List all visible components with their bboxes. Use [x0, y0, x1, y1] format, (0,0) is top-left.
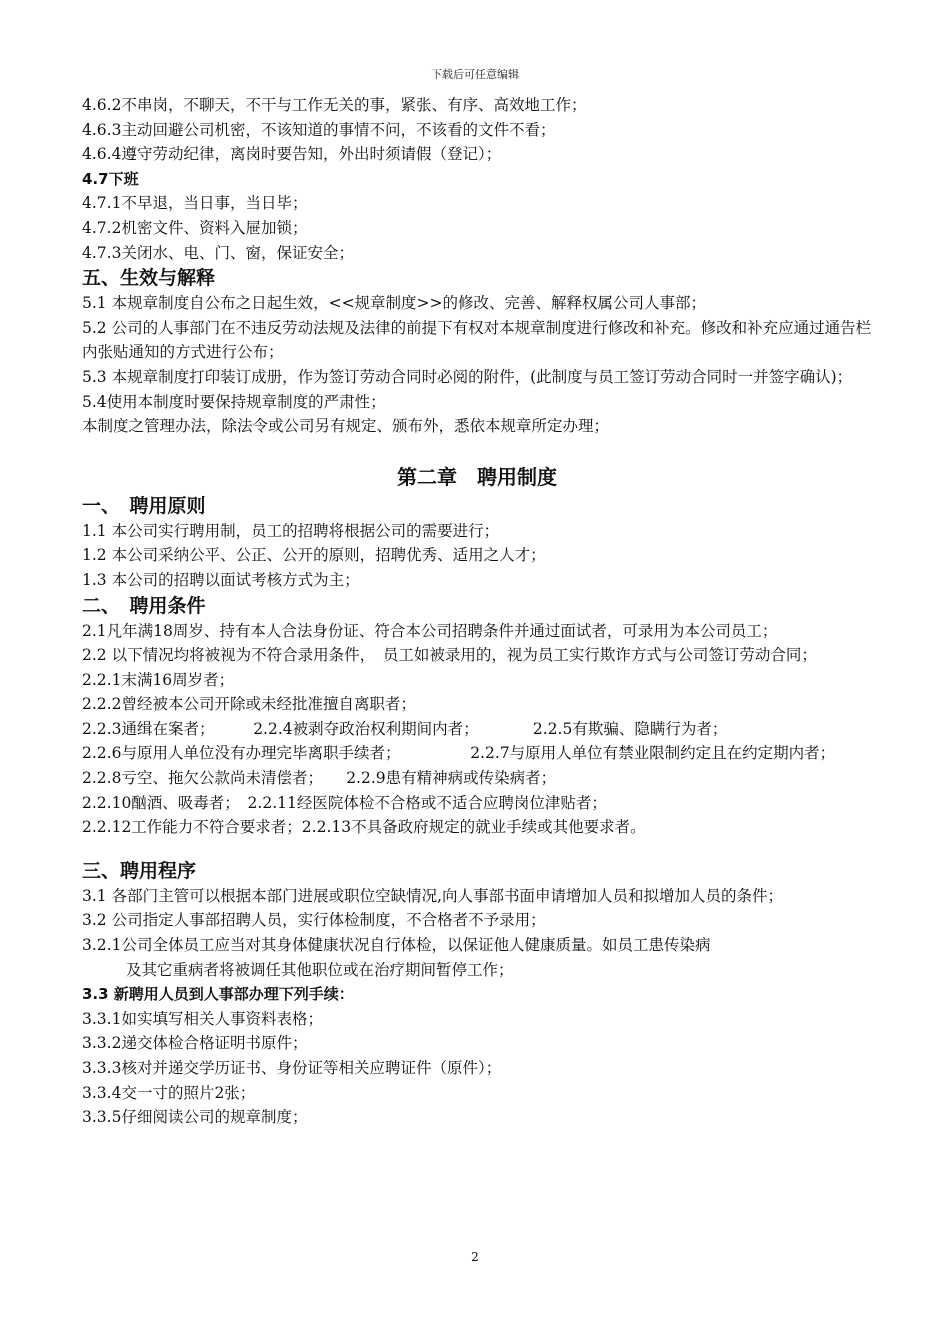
text-line: 及其它重病者将被调任其他职位或在治疗期间暂停工作；	[126, 960, 514, 979]
text-line: 4.6.2不串岗，不聊天，不干与工作无关的事，紧张、有序、高效地工作；	[82, 96, 587, 114]
text-line: 2.2.10酗酒、吸毒者； 2.2.11经医院体检不合格或不适合应聘岗位津贴者；	[82, 793, 607, 812]
text-line: 4.6.3主动回避公司机密，不该知道的事情不问，不该看的文件不看；	[82, 120, 556, 139]
text-line: 5.3 本规章制度打印装订成册，作为签订劳动合同时必阅的附件，(此制度与员工签订劳动合同时一并签字确认)；	[82, 367, 853, 386]
section-heading: 五、生效与解释	[82, 267, 216, 290]
text-line: 4.7.3关闭水、电、门、窗，保证安全；	[82, 243, 354, 262]
text-line: 3.3.4交一寸的照片2张；	[82, 1083, 256, 1102]
subsection-heading: 4.7下班	[82, 169, 139, 188]
text-line: 2.1凡年满18周岁、持有本人合法身份证、符合本公司招聘条件并通过面试者，可录用为本公司员工；	[82, 621, 778, 640]
text-line: 3.3.2递交体检合格证明书原件；	[82, 1034, 308, 1053]
text-line: 2.2.3通缉在案者； 2.2.4被剥夺政治权利期间内者； 2.2.5有欺骗、隐瞒行为者；	[82, 719, 728, 738]
text-line: 5.1 本规章制度自公布之日起生效，<<规章制度>>的修改、完善、解释权属公司人事部；	[82, 294, 707, 313]
text-line: 3.3.3核对并递交学历证书、身份证等相关应聘证件（原件）；	[82, 1059, 502, 1077]
text-line: 本制度之管理办法，除法令或公司另有规定、颁布外，悉依本规章所定办理；	[82, 417, 610, 436]
section-heading: 二、 聘用条件	[82, 594, 206, 617]
text-line: 2.2.1末满16周岁者；	[82, 670, 235, 689]
text-line: 2.2.6与原用人单位没有办理完毕离职手续者； 2.2.7与原用人单位有禁业限制约定且在约定期内者； 2.2.8亏空、拖欠公款尚未清偿者； 2.2.9患有精神病或传染病者；	[82, 744, 874, 788]
text-line: 3.1 各部门主管可以根据本部门进展或职位空缺情况,向人事部书面申请增加人员和拟增加人员的条件；	[82, 886, 784, 905]
text-line: 5.4使用本制度时要保持规章制度的严肃性；	[82, 392, 386, 411]
text-line: 1.3 本公司的招聘以面试考核方式为主；	[82, 570, 360, 589]
text-line: 2.2.12工作能力不符合要求者；2.2.13不具备政府规定的就业手续或其他要求者。	[82, 818, 646, 837]
page-number: 2	[471, 1250, 479, 1264]
text-line: 3.2 公司指定人事部招聘人员，实行体检制度，不合格者不予录用；	[82, 911, 546, 930]
text-line: 1.1 本公司实行聘用制，员工的招聘将根据公司的需要进行；	[82, 521, 500, 540]
text-line: 5.2 公司的人事部门在不违反劳动法规及法律的前提下有权对本规章制度进行修改和补充。修改和补充应通过通告栏内张贴通知的方式进行公布；	[82, 318, 872, 362]
section-heading: 一、 聘用原则	[82, 494, 206, 517]
text-line: 3.3.1如实填写相关人事资料表格；	[82, 1009, 323, 1028]
text-line: 2.2 以下情况均将被视为不符合录用条件， 员工如被录用的，视为员工实行欺诈方式与公司签订劳动合同；	[82, 646, 817, 665]
text-line: 4.7.1不早退，当日事，当日毕；	[82, 194, 308, 213]
text-line: 4.7.2机密文件、资料入屉加锁；	[82, 218, 308, 237]
section-heading: 三、聘用程序	[82, 859, 197, 882]
text-line: 1.2 本公司采纳公平、公正、公开的原则，招聘优秀、适用之人才；	[82, 546, 546, 565]
subsection-heading: 3.3 新聘用人员到人事部办理下列手续：	[82, 985, 354, 1004]
text-line: 3.3.5仔细阅读公司的规章制度；	[82, 1108, 308, 1127]
chapter-title: 第二章 聘用制度	[397, 464, 557, 489]
text-line: 2.2.2曾经被本公司开除或未经批准擅自离职者；	[82, 695, 416, 714]
page-header: 下载后可任意编辑	[431, 68, 519, 81]
text-line: 4.6.4遵守劳动纪律，离岗时要告知，外出时须请假（登记）；	[82, 145, 502, 164]
page-content	[82, 93, 872, 1130]
text-line: 3.2.1公司全体员工应当对其身体健康状况自行体检，以保证他人健康质量。如员工患传染病	[82, 936, 711, 955]
